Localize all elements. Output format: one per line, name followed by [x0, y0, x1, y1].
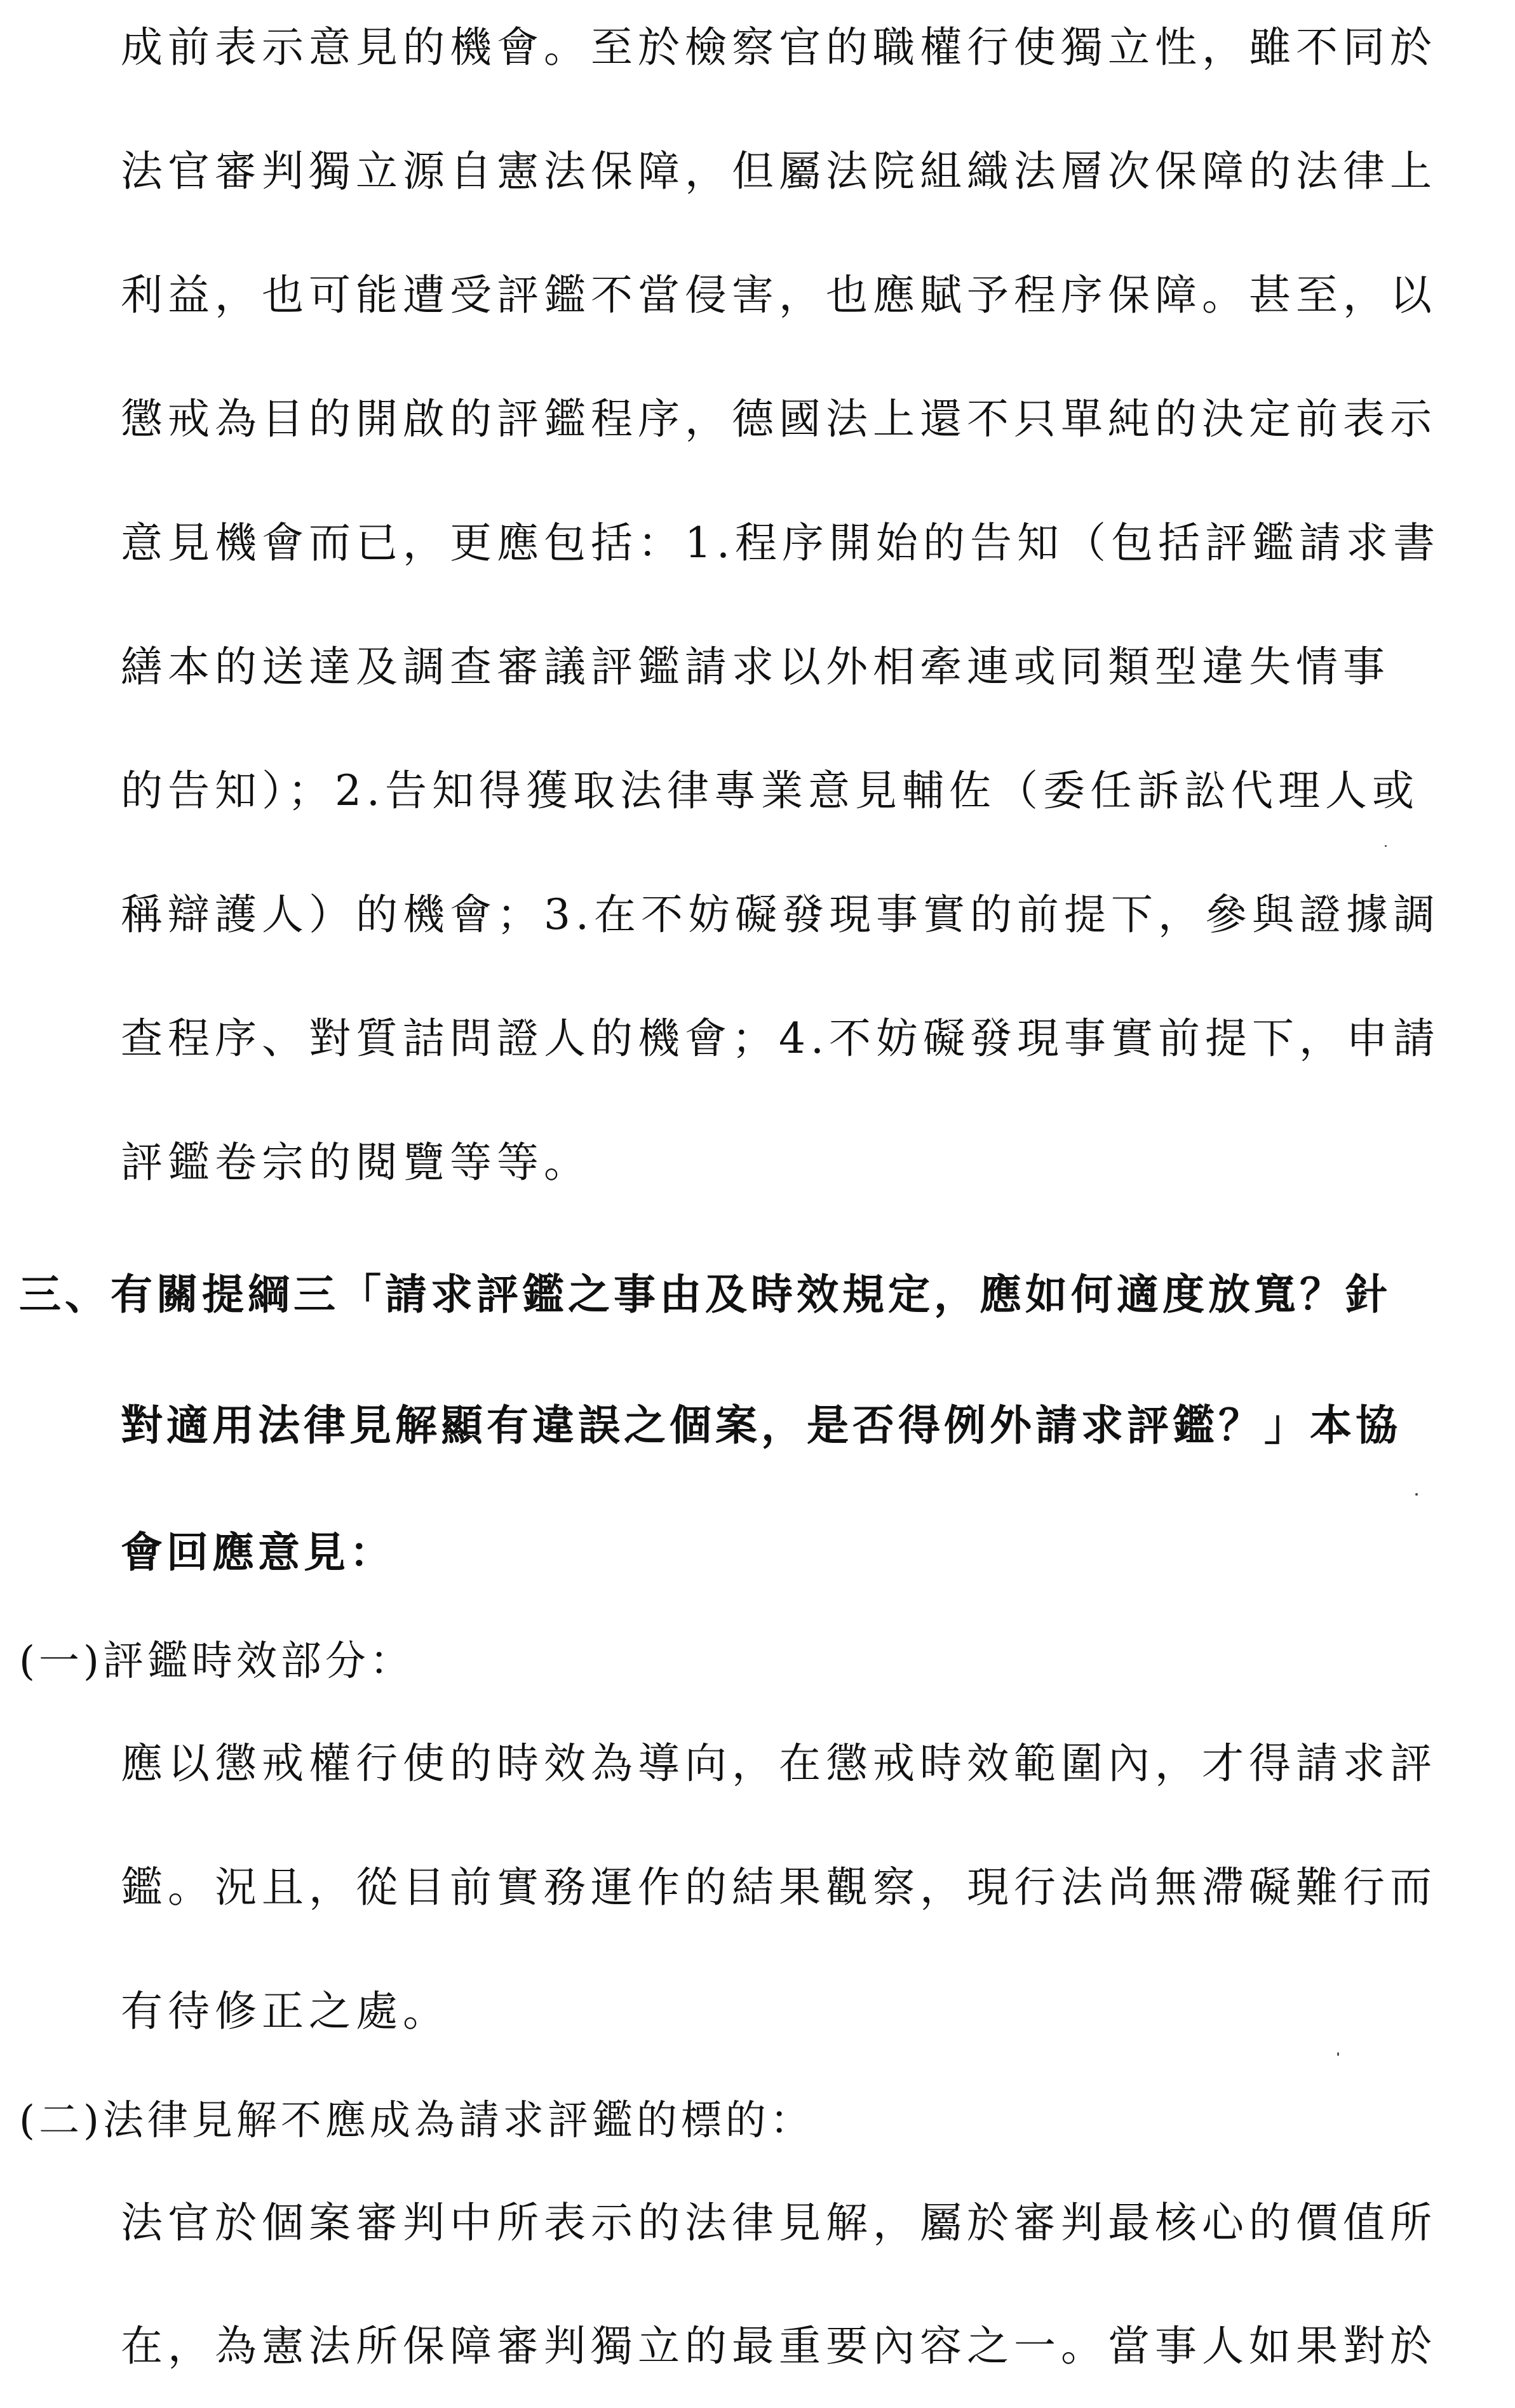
section-heading: 三、有關提綱三「請求評鑑之事由及時效規定，應如何適度放寬？針 [19, 1269, 1391, 1319]
paragraph-line: 利益，也可能遭受評鑑不當侵害，也應賦予程序保障。甚至，以 [121, 271, 1437, 320]
paragraph-line: 的告知）；2.告知得獲取法律專業意見輔佐（委任訴訟代理人或 [121, 766, 1419, 815]
paragraph-line: 鑑。況且，從目前實務運作的結果觀察，現行法尚無滯礙難行而 [121, 1863, 1437, 1912]
paragraph-line: 成前表示意見的機會。至於檢察官的職權行使獨立性，雖不同於 [121, 23, 1437, 72]
scan-speck [1415, 1493, 1418, 1496]
scan-speck [1337, 2052, 1339, 2056]
paragraph-line: 有待修正之處。 [121, 1987, 450, 2036]
subsection-title: (二)法律見解不應成為請求評鑑的標的： [19, 2097, 814, 2144]
paragraph-line: 繕本的送達及調查審議評鑑請求以外相牽連或同類型違失情事 [121, 642, 1390, 691]
paragraph-line: 在，為憲法所保障審判獨立的最重要內容之一。當事人如果對於 [121, 2322, 1437, 2371]
paragraph-line: 懲戒為目的開啟的評鑑程序，德國法上還不只單純的決定前表示 [121, 395, 1437, 443]
paragraph-line: 應以懲戒權行使的時效為導向，在懲戒時效範圍內，才得請求評 [121, 1739, 1437, 1788]
paragraph-line: 查程序、對質詰問證人的機會；4.不妨礙發現事實前提下，申請 [121, 1014, 1440, 1063]
paragraph-line: 稱辯護人）的機會；3.在不妨礙發現事實的前提下，參與證據調 [121, 890, 1440, 939]
paragraph-line: 法官於個案審判中所表示的法律見解，屬於審判最核心的價值所 [121, 2198, 1437, 2247]
scan-speck [1385, 845, 1387, 847]
paragraph-line: 評鑑卷宗的閱覽等等。 [121, 1138, 591, 1187]
subsection-title: (一)評鑑時效部分： [19, 1638, 414, 1685]
section-heading: 會回應意見： [121, 1527, 395, 1577]
paragraph-line: 法官審判獨立源自憲法保障，但屬法院組織法層次保障的法律上 [121, 147, 1437, 196]
section-heading: 對適用法律見解顯有違誤之個案，是否得例外請求評鑑？」本協 [121, 1400, 1401, 1450]
paragraph-line: 意見機會而已，更應包括：1.程序開始的告知（包括評鑑請求書 [121, 518, 1440, 567]
